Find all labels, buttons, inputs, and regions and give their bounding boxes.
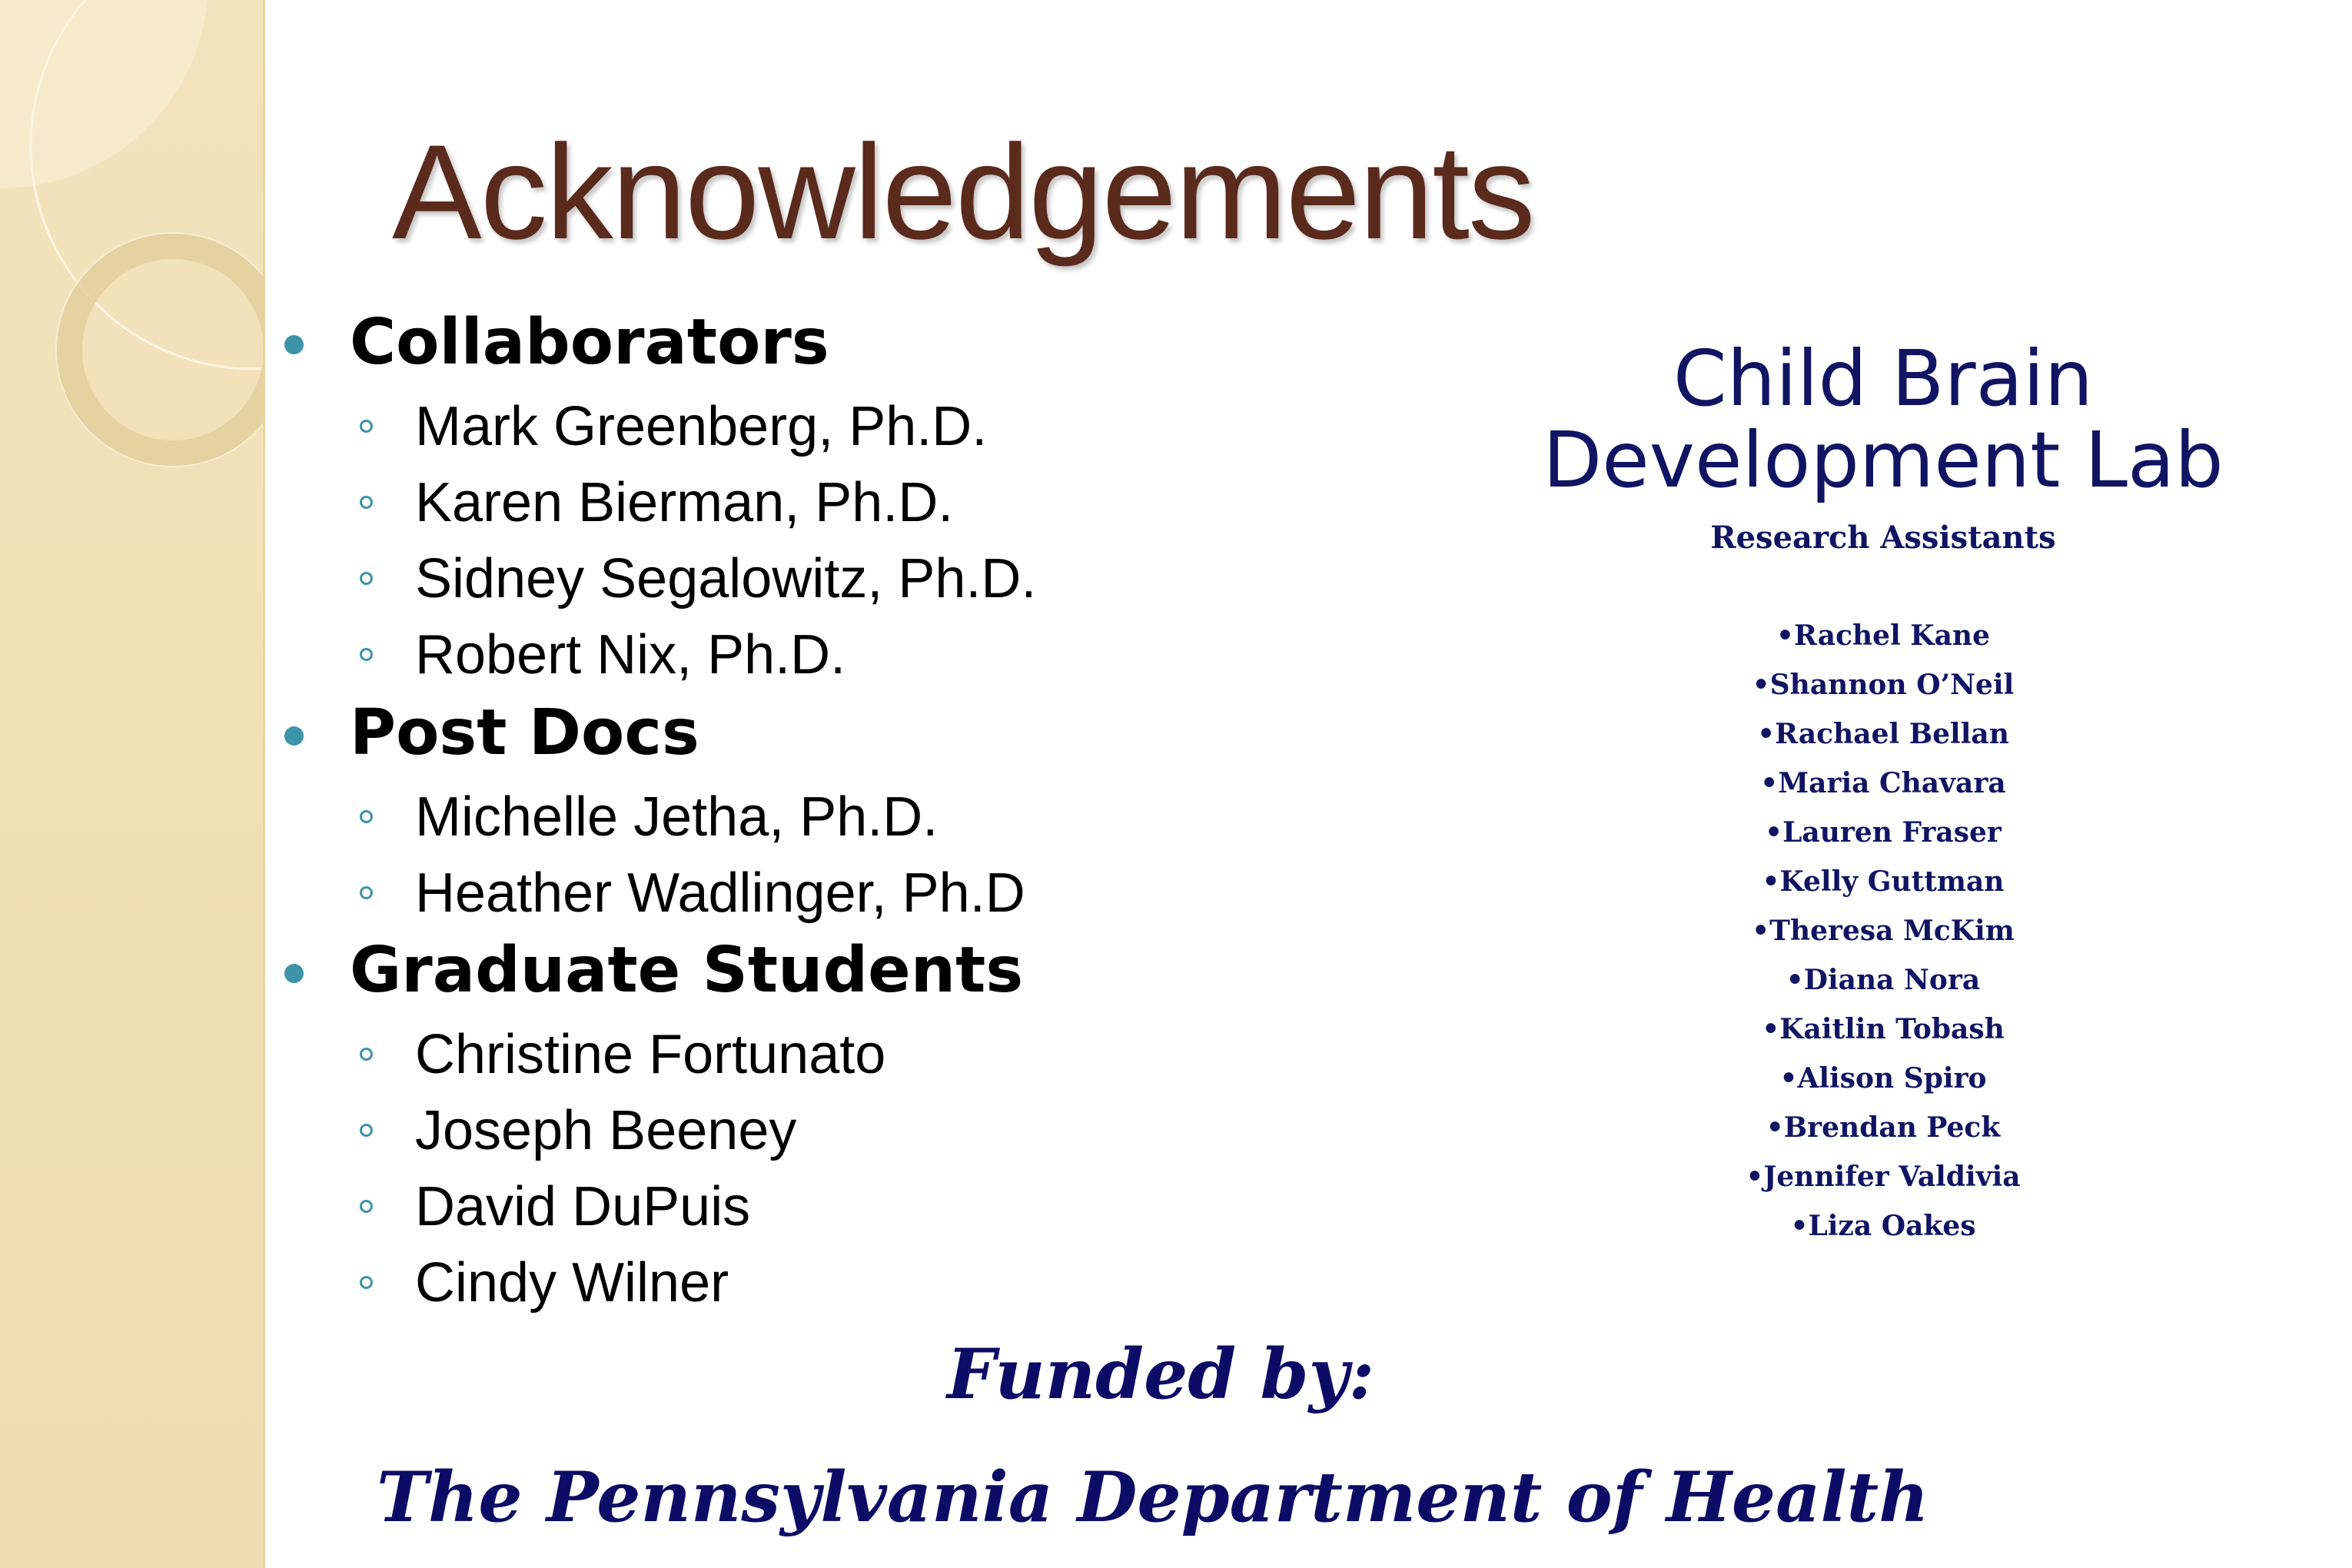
section-heading-graduate-students: Graduate Students — [350, 934, 1024, 1007]
list-item: Karen Bierman, Ph.D. — [415, 472, 954, 533]
lab-name-line2: Development Lab — [1543, 415, 2224, 505]
bullet-icon — [284, 335, 304, 354]
sub-bullet-icon — [360, 648, 373, 661]
list-item: •Diana Nora — [1786, 964, 1981, 996]
list-item: •Liza Oakes — [1790, 1210, 1976, 1242]
decorative-circles — [0, 0, 263, 1568]
sub-bullet-icon — [360, 1276, 373, 1289]
list-item: •Lauren Fraser — [1765, 816, 2002, 849]
funded-by-label: Funded by: — [947, 1334, 1375, 1415]
list-item: Sidney Segalowitz, Ph.D. — [415, 548, 1037, 610]
sub-bullet-icon — [360, 886, 373, 899]
sub-bullet-icon — [360, 572, 373, 585]
list-item: Joseph Beeney — [415, 1100, 797, 1161]
list-item: •Maria Chavara — [1760, 767, 2006, 799]
sub-bullet-icon — [360, 496, 373, 509]
sub-bullet-icon — [360, 1200, 373, 1213]
list-item: Cindy Wilner — [415, 1252, 729, 1314]
list-item: •Shannon O’Neil — [1752, 669, 2015, 701]
list-item: •Alison Spiro — [1779, 1062, 1987, 1095]
section-heading-collaborators: Collaborators — [350, 306, 829, 379]
list-item: Heather Wadlinger, Ph.D — [415, 862, 1025, 924]
lab-name — [1522, 334, 2244, 505]
list-item: Robert Nix, Ph.D. — [415, 624, 846, 686]
list-item: Michelle Jetha, Ph.D. — [415, 786, 938, 848]
list-item: Mark Greenberg, Ph.D. — [415, 396, 988, 457]
list-item: •Jennifer Valdivia — [1746, 1161, 2021, 1193]
sub-bullet-icon — [360, 1048, 373, 1061]
list-item: Christine Fortunato — [415, 1024, 886, 1085]
list-item: •Brendan Peck — [1766, 1111, 2001, 1144]
bullet-icon — [284, 964, 304, 983]
section-heading-post-docs: Post Docs — [350, 696, 699, 769]
list-item: David DuPuis — [415, 1176, 751, 1237]
funder-name: The Pennsylvania Department of Health — [377, 1457, 1929, 1538]
sub-bullet-icon — [360, 420, 373, 433]
bullet-icon — [284, 726, 304, 746]
decorative-side-band — [0, 0, 265, 1568]
list-item: •Rachael Bellan — [1757, 718, 2009, 750]
slide-title: Acknowledgements — [392, 118, 1534, 267]
list-item: •Theresa McKim — [1752, 915, 2015, 947]
list-item: •Kaitlin Tobash — [1762, 1013, 2005, 1045]
research-assistants-heading: Research Assistants — [1710, 520, 2056, 556]
list-item: •Rachel Kane — [1776, 620, 1990, 652]
sub-bullet-icon — [360, 1124, 373, 1137]
list-item: •Kelly Guttman — [1762, 865, 2005, 898]
research-assistants-list — [1537, 620, 2229, 1259]
lab-name-line1: Child Brain — [1673, 334, 2094, 424]
sub-bullet-icon — [360, 810, 373, 823]
